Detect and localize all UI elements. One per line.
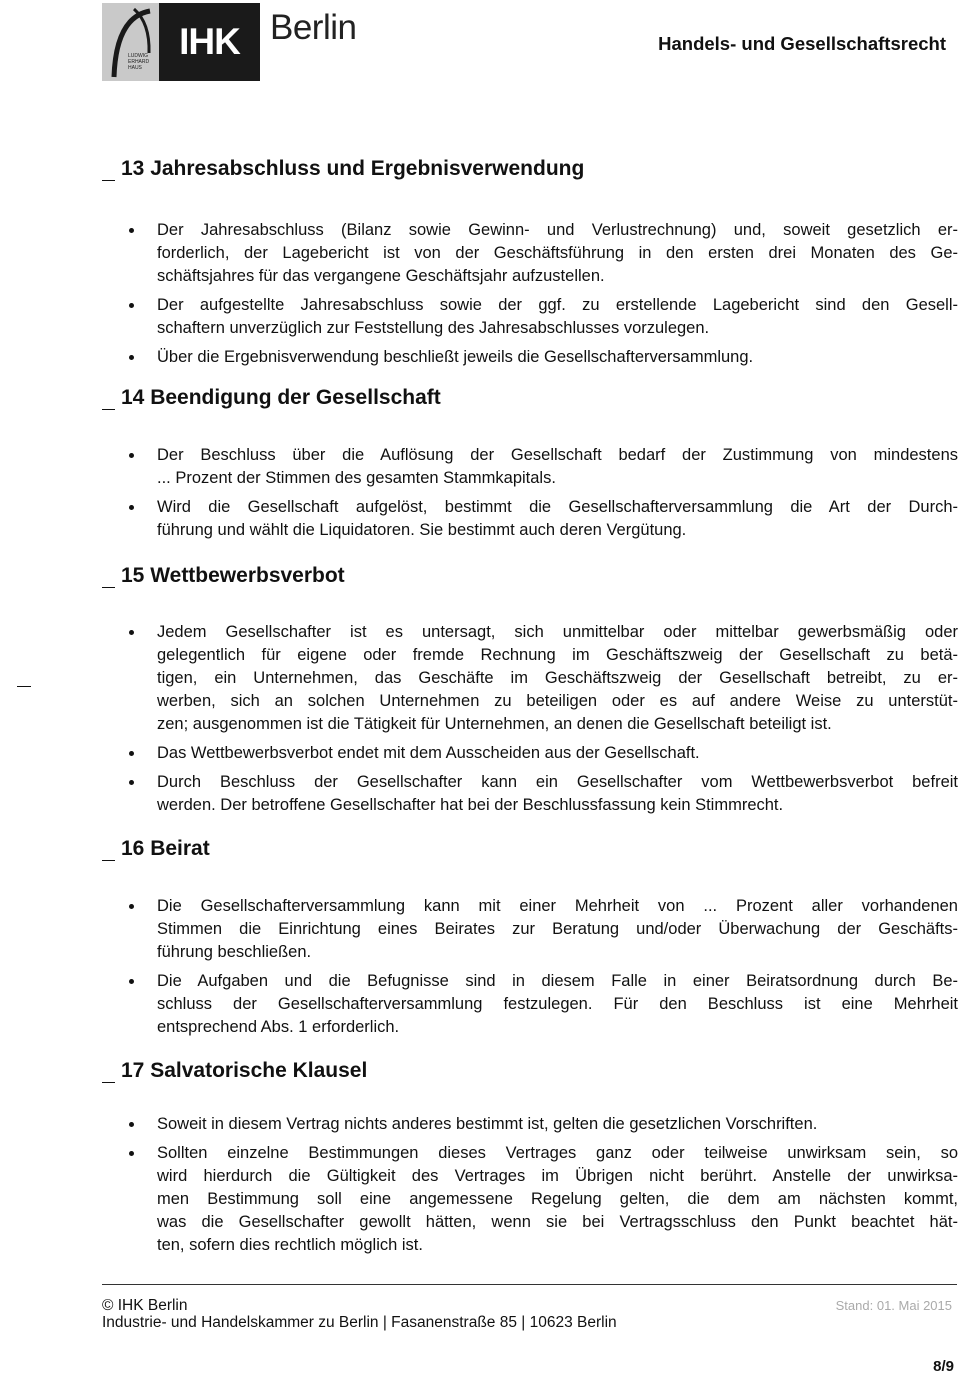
- section-heading-text: 14 Beendigung der Gesellschaft: [121, 386, 441, 409]
- section-heading: [102, 560, 958, 588]
- section-heading-text: 15 Wettbewerbsverbot: [121, 564, 345, 587]
- bullet-list: [102, 895, 958, 1045]
- logo-small-line: ERHARD: [128, 59, 150, 65]
- section-heading: [102, 153, 958, 181]
- bullet-list: [102, 444, 958, 548]
- ihk-logo: [102, 3, 260, 81]
- section: [102, 833, 958, 1036]
- list-item: [102, 1113, 958, 1136]
- logo-ihk: IHK: [159, 3, 260, 81]
- list-item: [102, 970, 958, 1039]
- list-item: [102, 294, 958, 340]
- text-line: Soweit in diesem Vertrag nichts anderes bestimmt ist, gelten die gesetzlichen Vorschriften.: [157, 1115, 818, 1133]
- section-heading-text: 16 Beirat: [121, 837, 210, 860]
- section: [102, 1055, 958, 1254]
- section-heading: [102, 382, 958, 410]
- text-line: führung beschließen.: [157, 943, 312, 961]
- logo-arch-graphic: [102, 3, 159, 81]
- section: [102, 560, 958, 814]
- bullet-icon: [129, 979, 134, 984]
- text-line: führung und wählt die Liquidatoren. Sie bestimmt auch deren Vergütung.: [157, 521, 687, 539]
- list-item: [102, 346, 958, 369]
- section-heading: [102, 1055, 958, 1083]
- text-line: was die Gesellschafter gewollt hätten, wenn sie bei Vertragsschluss den Punkt beachtet hät-: [157, 1213, 958, 1231]
- text-line: wird hierdurch die Gültigkeit des Vertrages im Übrigen nicht berührt. Anstelle der unwirksa-: [157, 1167, 958, 1185]
- text-line: schäftsjahres für das vergangene Geschäftsjahr aufzustellen.: [157, 267, 605, 285]
- logo-small-text: [128, 53, 149, 71]
- text-line: Der Jahresabschluss (Bilanz sowie Gewinn- und Verlustrechnung) und, soweit gesetzlich er-: [157, 221, 958, 239]
- heading-underline-mark: [102, 1064, 115, 1083]
- margin-mark: [17, 686, 31, 687]
- bullet-icon: [129, 453, 134, 458]
- text-line: Über die Ergebnisverwendung beschließt jeweils die Gesellschafterversammlung.: [157, 348, 754, 366]
- list-item: [102, 444, 958, 490]
- bullet-list: [102, 219, 958, 375]
- text-line: Die Gesellschafterversammlung kann mit einer Mehrheit von ... Prozent aller vorhandenen: [157, 897, 958, 915]
- text-line: tigen, ein Unternehmen, das Geschäfte im Geschäftszweig der Gesellschaft betreibt, zu er-: [157, 669, 958, 687]
- text-line: Wird die Gesellschaft aufgelöst, bestimmt die Gesellschafterversammlung die Art der Durch-: [157, 498, 958, 516]
- text-line: Der aufgestellte Jahresabschluss sowie der ggf. zu erstellende Lagebericht sind den Gesell-: [157, 296, 958, 314]
- footer-divider: [102, 1284, 957, 1285]
- text-line: zen; ausgenommen ist die Tätigkeit für Unternehmen, an denen die Gesellschaft beteiligt ist.: [157, 715, 832, 733]
- logo-small-line: LUDWIG: [128, 53, 148, 59]
- bullet-icon: [129, 1151, 134, 1156]
- bullet-list: [102, 1113, 958, 1263]
- bullet-icon: [129, 303, 134, 308]
- section-heading-text: 13 Jahresabschluss und Ergebnisverwendung: [121, 157, 585, 180]
- footer-copyright: © IHK Berlin: [102, 1297, 188, 1314]
- section-heading: [102, 833, 958, 861]
- bullet-icon: [129, 355, 134, 360]
- text-line: schluss der Gesellschafterversammlung festzulegen. Für den Beschluss ist eine Mehrheit: [157, 995, 958, 1013]
- bullet-list: [102, 621, 958, 823]
- list-item: [102, 496, 958, 542]
- text-line: forderlich, der Lagebericht ist von der Geschäftsführung in den ersten drei Monaten des Ge-: [157, 244, 958, 262]
- footer-date: Stand: 01. Mai 2015: [835, 1298, 952, 1313]
- bullet-icon: [129, 780, 134, 785]
- list-item: [102, 621, 958, 736]
- text-line: entsprechend Abs. 1 erforderlich.: [157, 1018, 400, 1036]
- list-item: [102, 742, 958, 765]
- section: [102, 382, 958, 539]
- text-line: men Bestimmung soll eine angemessene Regelung gelten, die dem am nächsten kommt,: [157, 1190, 958, 1208]
- logo-city: Berlin: [270, 8, 357, 47]
- logo-small-line: HAUS: [128, 65, 142, 71]
- header-title: Handels- und Gesellschaftsrecht: [658, 33, 946, 54]
- text-line: Der Beschluss über die Auflösung der Gesellschaft bedarf der Zustimmung von mindestens: [157, 446, 958, 464]
- bullet-icon: [129, 751, 134, 756]
- section-heading-text: 17 Salvatorische Klausel: [121, 1059, 368, 1082]
- bullet-icon: [129, 505, 134, 510]
- list-item: [102, 771, 958, 817]
- bullet-icon: [129, 630, 134, 635]
- text-line: ... Prozent der Stimmen des gesamten Stammkapitals.: [157, 469, 556, 487]
- text-line: Durch Beschluss der Gesellschafter kann ein Gesellschafter vom Wettbewerbsverbot befreit: [157, 773, 958, 791]
- text-line: Stimmen die Einrichtung eines Beirates zur Beratung und/oder Überwachung der Geschäfts-: [157, 920, 958, 938]
- page-number: 8/9: [933, 1358, 954, 1375]
- heading-underline-mark: [102, 569, 115, 588]
- text-line: werben, sich an solchen Unternehmen zu beteiligen oder es auf andere Weise zu unterstüt-: [157, 692, 958, 710]
- footer-address: Industrie- und Handelskammer zu Berlin | Fasanenstraße 85 | 10623 Berlin: [102, 1314, 617, 1331]
- list-item: [102, 1142, 958, 1257]
- text-line: Sollten einzelne Bestimmungen dieses Vertrages ganz oder teilweise unwirksam sein, so: [157, 1144, 958, 1162]
- text-line: ten, sofern dies rechtlich möglich ist.: [157, 1236, 423, 1254]
- text-line: Das Wettbewerbsverbot endet mit dem Ausscheiden aus der Gesellschaft.: [157, 744, 700, 762]
- heading-underline-mark: [102, 162, 115, 181]
- heading-underline-mark: [102, 391, 115, 410]
- text-line: Die Aufgaben und die Befugnisse sind in diesem Falle in einer Beiratsordnung durch Be-: [157, 972, 958, 990]
- text-line: werden. Der betroffene Gesellschafter hat bei der Beschlussfassung kein Stimmrecht.: [157, 796, 784, 814]
- list-item: [102, 219, 958, 288]
- bullet-icon: [129, 228, 134, 233]
- list-item: [102, 895, 958, 964]
- text-line: schaftern unverzüglich zur Feststellung des Jahresabschlusses vorzulegen.: [157, 319, 710, 337]
- text-line: gelegentlich für eigene oder fremde Rechnung im Geschäftszweig der Gesellschaft zu betä-: [157, 646, 958, 664]
- section: [102, 153, 958, 366]
- bullet-icon: [129, 904, 134, 909]
- text-line: Jedem Gesellschafter ist es untersagt, sich unmittelbar oder mittelbar gewerbsmäßig oder: [157, 623, 958, 641]
- heading-underline-mark: [102, 842, 115, 861]
- bullet-icon: [129, 1122, 134, 1127]
